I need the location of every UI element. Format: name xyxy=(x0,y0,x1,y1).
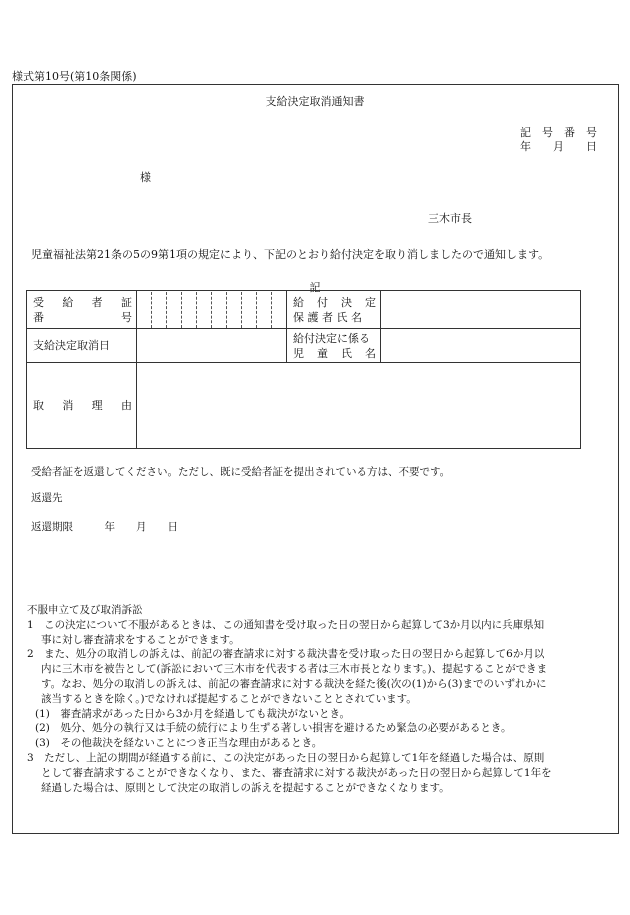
paragraph-2-cont: す。なお、処分の取消しの訴えは、前記の審査請求に対する裁決を経た後(次の(1)から(3)までのいずれかに xyxy=(41,677,547,690)
info-table xyxy=(26,290,581,449)
digit-box[interactable] xyxy=(212,292,227,328)
paragraph-1-cont: 事に対し審査請求をすることができます。 xyxy=(41,633,240,646)
cancel-reason-label: 取 消 理 由 xyxy=(27,363,137,449)
list-item: (3) その他裁決を経ないことにつき正当な理由があるとき。 xyxy=(35,737,323,750)
paragraph-2: 2 また、処分の取消しの訴えは、前記の審査請求に対する裁決書を受け取った日の翌日から起算して6か月以 xyxy=(27,648,545,661)
cancel-reason-field[interactable] xyxy=(137,363,581,449)
paragraph-3: 3 ただし、上記の期間が経過する前に、この決定があった日の翌日から起算して1年を経過した場合は、原則 xyxy=(27,751,545,764)
digit-box[interactable] xyxy=(152,292,167,328)
digit-box[interactable] xyxy=(197,292,212,328)
return-deadline-label: 返還期限 年 月 日 xyxy=(31,521,178,533)
paragraph-1: 1 この決定について不服があるときは、この通知書を受け取った日の翌日から起算して3か月以内に兵庫県知 xyxy=(27,618,545,631)
table-row xyxy=(27,329,581,363)
issue-date: 年 月 日 xyxy=(520,140,597,153)
list-item: (1) 審査請求があった日から3か月を経過しても裁決がないとき。 xyxy=(35,707,351,720)
digit-box[interactable] xyxy=(272,292,286,328)
digit-box[interactable] xyxy=(167,292,182,328)
guardian-name-label: 給 付 決 定 保 護 者 氏 名 xyxy=(287,291,381,329)
digit-box[interactable] xyxy=(257,292,272,328)
digit-box[interactable] xyxy=(227,292,242,328)
certificate-number-label: 受 給 者 証 番 号 xyxy=(27,291,137,329)
cancel-date-field[interactable] xyxy=(137,329,287,363)
reference-number: 記 号 番 号 xyxy=(520,126,597,139)
paragraph-2-cont: 該当するときを除く。)でなければ提起することができないこととされています。 xyxy=(41,692,417,705)
document-title: 支給決定取消通知書 xyxy=(265,95,365,108)
return-to-label: 返還先 xyxy=(31,492,63,504)
digit-box[interactable] xyxy=(242,292,257,328)
guardian-name-field[interactable] xyxy=(381,291,581,329)
intro-text: 児童福祉法第21条の5の9第1項の規定により、下記のとおり給付決定を取り消しましたので通知します。 xyxy=(31,248,550,261)
digit-box[interactable] xyxy=(182,292,197,328)
table-row xyxy=(27,363,581,449)
child-name-field[interactable] xyxy=(381,329,581,363)
certificate-number-field[interactable] xyxy=(137,291,287,329)
paragraph-3-cont: として審査請求することができなくなり、また、審査請求に対する裁決があった日の翌日から起算して1年を xyxy=(41,766,552,779)
ki-marker: 記 xyxy=(309,281,321,294)
issuer-name: 三木市長 xyxy=(428,212,472,225)
objection-section xyxy=(27,603,621,795)
return-note: 受給者証を返還してください。ただし、既に受給者証を提出されている方は、不要です。 xyxy=(31,466,451,478)
digit-box[interactable] xyxy=(137,292,152,328)
list-item: (2) 処分、処分の執行又は手続の続行により生ずる著しい損害を避けるため緊急の必要があるとき。 xyxy=(35,722,512,735)
recipient-honorific: 様 xyxy=(140,171,151,184)
table-row xyxy=(27,291,581,329)
cancel-date-label: 支給決定取消日 xyxy=(27,329,137,363)
objection-heading: 不服申立て及び取消訴訟 xyxy=(27,604,143,616)
child-name-label: 給付決定に係る 児 童 氏 名 xyxy=(287,329,381,363)
paragraph-3-cont: 経過した場合は、原則として決定の取消しの訴えを提起することができなくなります。 xyxy=(41,781,450,794)
form-number-label: 様式第10号(第10条関係) xyxy=(12,70,137,83)
paragraph-2-cont: 内に三木市を被告として(訴訟において三木市を代表する者は三木市長となります。)、提起することができま xyxy=(41,663,548,676)
